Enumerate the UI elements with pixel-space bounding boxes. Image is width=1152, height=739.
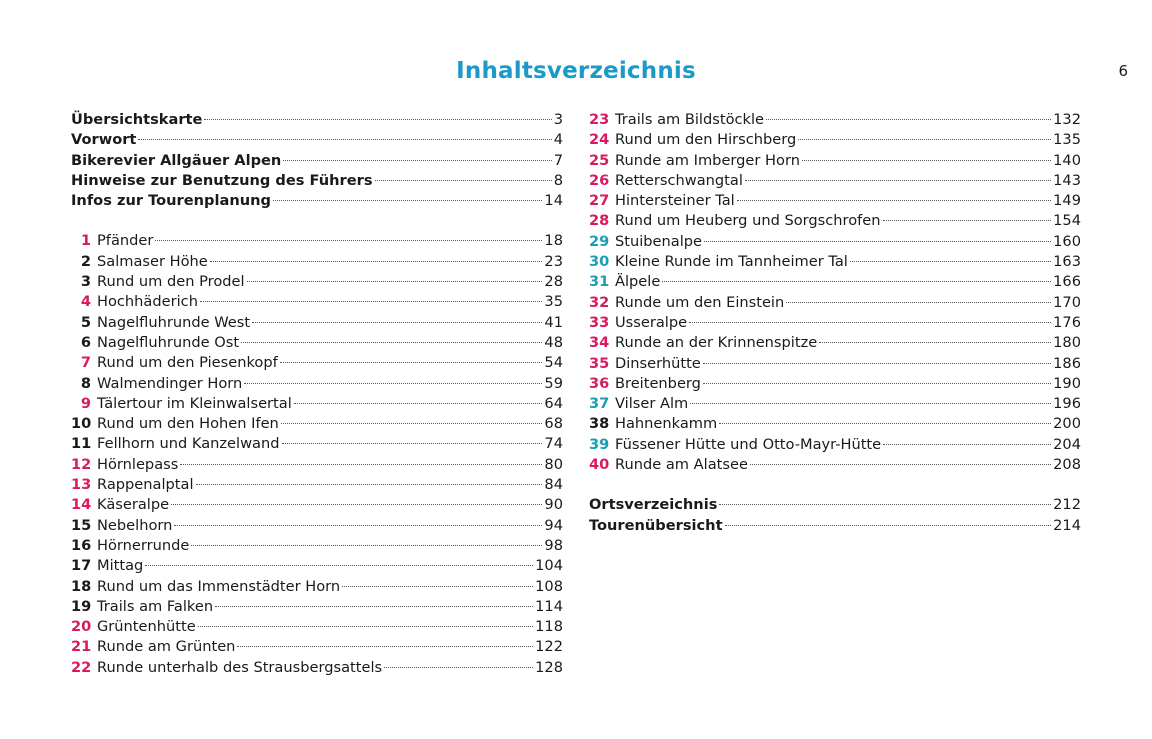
dot-leader <box>247 281 543 282</box>
toc-entry-page: 149 <box>1053 192 1081 210</box>
toc-entry-title: Bikerevier Allgäuer Alpen <box>71 151 282 169</box>
toc-intro-list <box>71 110 563 211</box>
tour-number: 23 <box>589 111 610 128</box>
toc-entry-title: Rappenalptal <box>97 476 194 494</box>
toc-entry[interactable] <box>71 353 563 373</box>
tour-number: 24 <box>589 131 610 149</box>
toc-entry[interactable] <box>589 110 1081 130</box>
toc-entry[interactable] <box>589 435 1081 455</box>
toc-gap <box>71 211 563 231</box>
dot-leader <box>766 119 1051 120</box>
toc-entry-page: 128 <box>535 658 563 676</box>
dot-leader <box>703 383 1051 384</box>
tour-number: 13 <box>71 476 92 494</box>
tour-number: 33 <box>589 313 610 331</box>
dot-leader <box>280 362 543 363</box>
tour-number: 12 <box>71 455 92 473</box>
toc-entry-page: 154 <box>1053 212 1081 230</box>
toc-entry-page: 114 <box>535 597 563 615</box>
tour-number: 4 <box>80 293 91 311</box>
toc-entry-title: Vorwort <box>71 131 137 149</box>
tour-number: 26 <box>589 171 610 189</box>
tour-number: 18 <box>71 577 92 595</box>
toc-entry[interactable] <box>71 414 563 434</box>
toc-entry-page: 48 <box>544 333 563 351</box>
toc-entry[interactable] <box>589 394 1081 414</box>
page-number: 6 <box>1118 62 1128 80</box>
dot-leader <box>273 200 542 201</box>
toc-entry-page: 132 <box>1053 111 1081 128</box>
toc-entry-page: 28 <box>544 273 563 291</box>
dot-leader <box>171 504 542 505</box>
dot-leader <box>342 586 533 587</box>
toc-entry-page: 64 <box>544 394 563 412</box>
tour-number: 3 <box>80 273 91 291</box>
dot-leader <box>703 363 1051 364</box>
tour-number: 25 <box>589 151 610 169</box>
dot-leader <box>802 160 1051 161</box>
toc-entry-title: Rund um den Hirschberg <box>615 131 797 149</box>
tour-number: 40 <box>589 456 610 474</box>
toc-entry-title: Tälertour im Kleinwalsertal <box>97 394 292 412</box>
toc-entry[interactable] <box>71 231 563 251</box>
toc-entry-page: 90 <box>544 496 563 514</box>
tour-number: 8 <box>80 374 91 392</box>
tour-number: 9 <box>80 394 91 412</box>
toc-entry[interactable] <box>71 516 563 536</box>
toc-entry-title: Rund um den Piesenkopf <box>97 354 278 372</box>
dot-leader <box>704 241 1051 242</box>
toc-entry-page: 4 <box>553 131 563 149</box>
tour-number: 34 <box>589 334 610 352</box>
toc-entry-page: 190 <box>1053 374 1081 392</box>
toc-entry[interactable] <box>71 434 563 454</box>
toc-entry-page: 208 <box>1053 456 1081 474</box>
toc-entry[interactable] <box>71 495 563 515</box>
dot-leader <box>745 180 1051 181</box>
toc-entry[interactable] <box>71 556 563 576</box>
dot-leader <box>200 301 542 302</box>
toc-entry-title: Mittag <box>97 557 144 575</box>
toc-entry[interactable] <box>589 252 1081 272</box>
toc-entry-title: Usseralpe <box>615 313 688 331</box>
dot-leader <box>719 423 1051 424</box>
toc-entry-title: Hinweise zur Benutzung des Führers <box>71 171 373 189</box>
toc-entry-title: Hörnerrunde <box>97 536 190 554</box>
toc-entry-title: Übersichtskarte <box>71 111 203 128</box>
toc-entry-page: 41 <box>544 313 563 331</box>
tour-number: 37 <box>589 395 610 413</box>
dot-leader <box>750 464 1051 465</box>
toc-entry-page: 84 <box>544 476 563 494</box>
dot-leader <box>282 443 543 444</box>
toc-entry-page: 59 <box>544 374 563 392</box>
toc-entry-title: Runde am Alatsee <box>615 456 748 474</box>
tour-number: 16 <box>71 536 92 554</box>
toc-entry[interactable] <box>71 110 563 130</box>
tour-number: 21 <box>71 638 92 656</box>
toc-entry-title: Hochhäderich <box>97 293 198 311</box>
dot-leader <box>883 444 1051 445</box>
dot-leader <box>204 119 551 120</box>
dot-leader <box>283 160 551 161</box>
toc-entry[interactable] <box>589 333 1081 353</box>
toc-entry-title: Älpele <box>615 273 661 291</box>
toc-entry-title: Nagelfluhrunde Ost <box>97 333 240 351</box>
tour-number: 32 <box>589 293 610 311</box>
toc-entry[interactable] <box>589 374 1081 394</box>
toc-entry[interactable] <box>71 597 563 617</box>
toc-entry[interactable] <box>589 495 1081 515</box>
toc-entry[interactable] <box>71 272 563 292</box>
toc-entry-title: Runde unterhalb des Strausbergsattels <box>97 658 383 676</box>
tour-number: 35 <box>589 354 610 372</box>
toc-entry[interactable] <box>71 577 563 597</box>
tour-number: 31 <box>589 273 610 291</box>
tour-number: 20 <box>71 618 92 636</box>
toc-entry-title: Rund um den Hohen Ifen <box>97 415 279 433</box>
toc-entry[interactable] <box>71 394 563 414</box>
dot-leader <box>737 200 1051 201</box>
toc-column-right <box>589 110 1081 536</box>
toc-entry-title: Vilser Alm <box>615 395 689 413</box>
toc-entry-title: Runde um den Einstein <box>615 293 785 311</box>
toc-entry-page: 166 <box>1053 273 1081 291</box>
toc-entry-title: Grüntenhütte <box>97 618 196 636</box>
dot-leader <box>294 403 543 404</box>
tour-number: 29 <box>589 232 610 250</box>
dot-leader <box>196 484 543 485</box>
toc-entry-page: 8 <box>553 171 563 189</box>
toc-entry-page: 186 <box>1053 354 1081 372</box>
toc-entry[interactable] <box>71 292 563 312</box>
toc-entry-page: 160 <box>1053 232 1081 250</box>
toc-entry[interactable] <box>589 313 1081 333</box>
toc-entry-title: Infos zur Tourenplanung <box>71 192 271 210</box>
toc-entry-title: Pfänder <box>97 232 154 250</box>
dot-leader <box>244 383 542 384</box>
toc-entry-page: 104 <box>535 557 563 575</box>
toc-entry-title: Stuibenalpe <box>615 232 703 250</box>
toc-entry[interactable] <box>71 637 563 657</box>
toc-entry-page: 214 <box>1053 516 1081 534</box>
dot-leader <box>883 220 1052 221</box>
toc-entry-page: 7 <box>553 151 563 169</box>
tour-number: 19 <box>71 597 92 615</box>
toc-entry-title: Walmendinger Horn <box>97 374 243 392</box>
toc-entry-title: Trails am Falken <box>97 597 214 615</box>
toc-entry-title: Fellhorn und Kanzelwand <box>97 435 280 453</box>
tour-number: 10 <box>71 415 92 433</box>
toc-entry[interactable] <box>71 252 563 272</box>
toc-entry-title: Runde am Grünten <box>97 638 236 656</box>
toc-entry-title: Ortsverzeichnis <box>589 496 718 514</box>
tour-number: 17 <box>71 557 92 575</box>
toc-entry-page: 54 <box>544 354 563 372</box>
toc-entry[interactable] <box>71 536 563 556</box>
toc-tour-list-right <box>589 110 1081 475</box>
toc-entry-page: 180 <box>1053 334 1081 352</box>
toc-entry[interactable] <box>71 191 563 211</box>
toc-entry[interactable] <box>71 455 563 475</box>
toc-entry[interactable] <box>71 374 563 394</box>
tour-number: 11 <box>71 435 92 453</box>
dot-leader <box>384 667 533 668</box>
tour-number: 38 <box>589 415 610 433</box>
toc-entry-title: Füssener Hütte und Otto-Mayr-Hütte <box>615 435 882 453</box>
toc-entry-title: Salmaser Höhe <box>97 252 208 270</box>
dot-leader <box>237 646 533 647</box>
tour-number: 36 <box>589 374 610 392</box>
toc-entry-page: 122 <box>535 638 563 656</box>
dot-leader <box>819 342 1051 343</box>
dot-leader <box>689 322 1051 323</box>
toc-entry[interactable] <box>589 414 1081 434</box>
toc-entry-title: Nagelfluhrunde West <box>97 313 251 331</box>
dot-leader <box>180 464 542 465</box>
toc-entry[interactable] <box>71 151 563 171</box>
dot-leader <box>725 525 1052 526</box>
toc-entry-page: 143 <box>1053 171 1081 189</box>
toc-entry[interactable] <box>589 272 1081 292</box>
toc-column-left <box>71 110 563 678</box>
toc-entry-title: Tourenübersicht <box>589 516 723 534</box>
tour-number: 6 <box>80 333 91 351</box>
toc-entry[interactable] <box>71 617 563 637</box>
toc-entry-page: 135 <box>1053 131 1081 149</box>
page-title: Inhaltsverzeichnis <box>456 58 696 84</box>
toc-entry-title: Dinserhütte <box>615 354 701 372</box>
toc-entry[interactable] <box>71 475 563 495</box>
tour-number: 27 <box>589 192 610 210</box>
tour-number: 2 <box>80 252 91 270</box>
toc-entry-page: 196 <box>1053 395 1081 413</box>
tour-number: 30 <box>589 253 610 271</box>
toc-entry-page: 118 <box>535 618 563 636</box>
toc-entry-title: Runde am Imberger Horn <box>615 151 800 169</box>
toc-entry[interactable] <box>589 151 1081 171</box>
toc-entry-page: 68 <box>544 415 563 433</box>
dot-leader <box>138 139 551 140</box>
toc-entry-page: 94 <box>544 516 563 534</box>
dot-leader <box>215 606 533 607</box>
tour-number: 15 <box>71 516 92 534</box>
toc-entry-title: Retterschwangtal <box>615 171 743 189</box>
toc-entry[interactable] <box>589 130 1081 150</box>
tour-number: 5 <box>80 313 91 331</box>
dot-leader <box>850 261 1051 262</box>
toc-entry-title: Hahnenkamm <box>615 415 718 433</box>
dot-leader <box>690 403 1051 404</box>
dot-leader <box>241 342 542 343</box>
tour-number: 1 <box>80 232 91 250</box>
toc-entry[interactable] <box>589 232 1081 252</box>
toc-entry-title: Rund um das Immenstädter Horn <box>97 577 341 595</box>
toc-entry-title: Breitenberg <box>615 374 701 392</box>
dot-leader <box>719 504 1051 505</box>
toc-entry-title: Käseralpe <box>97 496 170 514</box>
tour-number: 14 <box>71 496 92 514</box>
toc-entry-page: 18 <box>544 232 563 250</box>
dot-leader <box>281 423 543 424</box>
dot-leader <box>252 322 542 323</box>
toc-entry-title: Rund um den Prodel <box>97 273 245 291</box>
toc-entry-page: 170 <box>1053 293 1081 311</box>
dot-leader <box>210 261 543 262</box>
toc-entry[interactable] <box>71 313 563 333</box>
toc-entry-title: Runde an der Krinnenspitze <box>615 334 818 352</box>
toc-entry[interactable] <box>71 333 563 353</box>
dot-leader <box>145 565 533 566</box>
tour-number: 7 <box>80 354 91 372</box>
toc-entry-page: 140 <box>1053 151 1081 169</box>
tour-number: 28 <box>589 212 610 230</box>
toc-entry[interactable] <box>589 171 1081 191</box>
dot-leader <box>191 545 542 546</box>
toc-entry-page: 80 <box>544 455 563 473</box>
toc-entry-page: 163 <box>1053 253 1081 271</box>
toc-entry-page: 14 <box>544 192 563 210</box>
toc-entry[interactable] <box>71 171 563 191</box>
toc-entry[interactable] <box>71 658 563 678</box>
toc-entry-page: 176 <box>1053 313 1081 331</box>
dot-leader <box>662 281 1051 282</box>
toc-entry-title: Kleine Runde im Tannheimer Tal <box>615 253 848 271</box>
toc-entry[interactable] <box>589 293 1081 313</box>
toc-entry-title: Hörnlepass <box>97 455 179 473</box>
dot-leader <box>375 180 552 181</box>
dot-leader <box>798 139 1051 140</box>
toc-entry-title: Hintersteiner Tal <box>615 192 735 210</box>
toc-gap <box>589 475 1081 495</box>
dot-leader <box>174 525 542 526</box>
toc-entry[interactable] <box>589 455 1081 475</box>
dot-leader <box>198 626 533 627</box>
tour-number: 39 <box>589 435 610 453</box>
toc-entry-page: 74 <box>544 435 563 453</box>
toc-entry-title: Rund um Heuberg und Sorgschrofen <box>615 212 881 230</box>
toc-entry-page: 212 <box>1053 496 1081 514</box>
toc-entry[interactable] <box>589 191 1081 211</box>
toc-entry-page: 35 <box>544 293 563 311</box>
toc-entry-page: 204 <box>1053 435 1081 453</box>
toc-entry[interactable] <box>71 130 563 150</box>
toc-entry-page: 3 <box>553 111 563 128</box>
toc-entry-page: 98 <box>544 536 563 554</box>
toc-tour-list-left <box>71 231 563 678</box>
dot-leader <box>155 240 542 241</box>
dot-leader <box>786 302 1051 303</box>
toc-entry-page: 200 <box>1053 415 1081 433</box>
toc-entry[interactable] <box>589 211 1081 231</box>
toc-entry-page: 108 <box>535 577 563 595</box>
toc-entry-title: Trails am Bildstöckle <box>615 111 765 128</box>
toc-entry[interactable] <box>589 516 1081 536</box>
toc-entry-title: Nebelhorn <box>97 516 173 534</box>
toc-entry-page: 23 <box>544 252 563 270</box>
toc-outro-list <box>589 495 1081 536</box>
tour-number: 22 <box>71 658 92 676</box>
toc-entry[interactable] <box>589 354 1081 374</box>
